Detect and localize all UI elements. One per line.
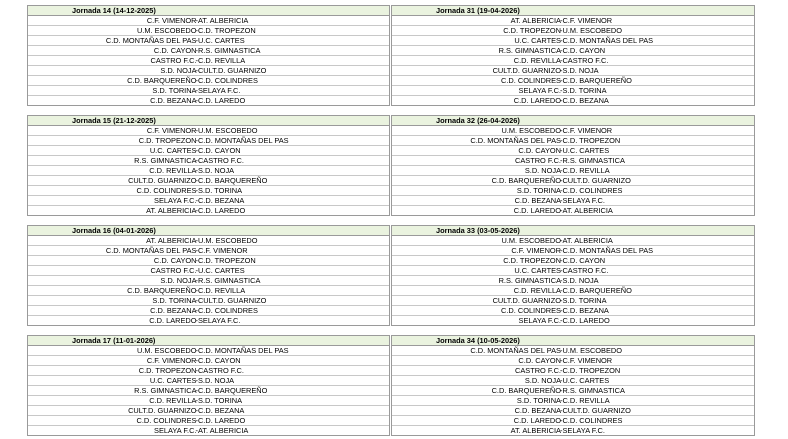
match-row	[392, 76, 754, 86]
away-team: -CASTRO F.C.	[560, 266, 609, 275]
away-team: -AT. ALBERICIA	[560, 236, 613, 245]
home-team: AT. ALBERICIA	[510, 426, 561, 435]
match-row	[28, 26, 389, 36]
match-row	[28, 386, 389, 396]
match-row	[28, 306, 389, 316]
match-row	[28, 136, 389, 146]
match-row	[392, 296, 754, 306]
home-team: C.D. CAYON	[518, 356, 561, 365]
home-team: R.S. GIMNASTICA	[498, 46, 561, 55]
away-team: -C.D. REVILLA	[560, 396, 610, 405]
home-team: C.D. MONTAÑAS DEL PAS	[470, 136, 561, 145]
match-row	[392, 396, 754, 406]
match-row	[392, 86, 754, 96]
match-row	[28, 316, 389, 326]
away-team: -C.F. VIMENOR	[560, 16, 613, 25]
match-row	[392, 426, 754, 436]
home-team: CASTRO F.C.	[150, 266, 197, 275]
home-team: C.D. REVILLA	[513, 56, 561, 65]
home-team: SELAYA F.C.	[518, 86, 561, 95]
away-team: -AT. ALBERICIA	[195, 16, 249, 25]
away-team: -U.C. CARTES	[560, 376, 610, 385]
away-team: -C.D. LAREDO	[195, 206, 246, 215]
home-team: R.S. GIMNASTICA	[134, 156, 197, 165]
match-row	[392, 376, 754, 386]
match-row	[392, 346, 754, 356]
home-team: C.D. BEZANA	[150, 306, 197, 315]
jornada-title: Jornada 17 (11-01-2026)	[28, 336, 389, 346]
away-team: -C.D. COLINDRES	[195, 306, 258, 315]
away-team: -S.D. TORINA	[560, 296, 607, 305]
away-team: -C.D. REVILLA	[195, 286, 246, 295]
home-team: C.D. TROPEZON	[503, 26, 561, 35]
match-row	[392, 256, 754, 266]
home-team: C.D. BEZANA	[514, 196, 561, 205]
away-team: -C.D. CAYON	[560, 256, 606, 265]
away-team: -C.F. VIMENOR	[560, 126, 613, 135]
away-team: -C.D. COLINDRES	[560, 416, 623, 425]
away-team: -C.D. MONTAÑAS DEL PAS	[195, 346, 289, 355]
match-row	[392, 306, 754, 316]
match-row	[392, 56, 754, 66]
match-row	[28, 356, 389, 366]
match-row	[28, 296, 389, 306]
away-team: -C.D. BARQUEREÑO	[560, 76, 632, 85]
home-team: S.D. NOJA	[524, 376, 561, 385]
away-team: -C.D. CAYON	[195, 146, 241, 155]
jornada-block	[27, 335, 390, 436]
match-row	[392, 276, 754, 286]
away-team: -SELAYA F.C.	[195, 86, 241, 95]
away-team: -U.C. CARTES	[195, 36, 245, 45]
match-row	[392, 246, 754, 256]
home-team: S.D. NOJA	[160, 66, 197, 75]
match-row	[392, 36, 754, 46]
away-team: -S.D. TORINA	[560, 86, 607, 95]
home-team: CASTRO F.C.	[515, 366, 561, 375]
match-row	[28, 46, 389, 56]
home-team: C.D. TROPEZON	[138, 136, 197, 145]
home-team: CASTRO F.C.	[515, 156, 561, 165]
match-row	[28, 266, 389, 276]
home-team: CULT.D. GUARNIZO	[492, 66, 561, 75]
home-team: U.C. CARTES	[149, 376, 197, 385]
home-team: C.D. CAYON	[153, 256, 197, 265]
away-team: -R.S. GIMNASTICA	[560, 386, 625, 395]
home-team: CASTRO F.C.	[150, 56, 197, 65]
away-team: -SELAYA F.C.	[560, 426, 605, 435]
match-row	[28, 256, 389, 266]
match-row	[392, 66, 754, 76]
match-row	[28, 66, 389, 76]
home-team: C.D. LAREDO	[513, 416, 561, 425]
home-team: AT. ALBERICIA	[146, 206, 197, 215]
away-team: -R.S. GIMNASTICA	[195, 46, 261, 55]
away-team: -C.D. TROPEZON	[195, 256, 256, 265]
home-team: S.D. TORINA	[152, 296, 197, 305]
match-row	[392, 366, 754, 376]
match-row	[28, 366, 389, 376]
away-team: -C.D. MONTAÑAS DEL PAS	[560, 36, 654, 45]
away-team: -U.C. CARTES	[195, 266, 245, 275]
home-team: C.D. MONTAÑAS DEL PAS	[105, 246, 197, 255]
away-team: -C.D. COLINDRES	[195, 76, 258, 85]
home-team: U.C. CARTES	[514, 36, 561, 45]
home-team: C.D. MONTAÑAS DEL PAS	[470, 346, 561, 355]
home-team: U.C. CARTES	[149, 146, 197, 155]
match-row	[28, 406, 389, 416]
jornada-block	[27, 5, 390, 106]
away-team: -SELAYA F.C.	[560, 196, 605, 205]
match-row	[28, 186, 389, 196]
match-row	[392, 266, 754, 276]
home-team: AT. ALBERICIA	[510, 16, 561, 25]
away-team: -SELAYA F.C.	[195, 316, 241, 325]
jornada-block	[27, 225, 390, 326]
away-team: -CULT.D. GUARNIZO	[560, 176, 631, 185]
away-team: -C.D. BARQUEREÑO	[560, 286, 632, 295]
home-team: U.M. ESCOBEDO	[136, 346, 197, 355]
home-team: U.M. ESCOBEDO	[501, 126, 561, 135]
home-team: C.D. BEZANA	[514, 406, 561, 415]
away-team: -U.M. ESCOBEDO	[195, 236, 258, 245]
away-team: -S.D. TORINA	[195, 396, 243, 405]
home-team: U.C. CARTES	[514, 266, 561, 275]
match-row	[28, 206, 389, 216]
jornada-title: Jornada 33 (03-05-2026)	[392, 226, 754, 236]
match-row	[28, 346, 389, 356]
match-row	[28, 236, 389, 246]
match-row	[392, 196, 754, 206]
match-row	[28, 416, 389, 426]
match-row	[392, 386, 754, 396]
away-team: -C.D. TROPEZON	[195, 26, 256, 35]
match-row	[392, 286, 754, 296]
jornada-title: Jornada 14 (14-12-2025)	[28, 6, 389, 16]
home-team: U.M. ESCOBEDO	[501, 236, 561, 245]
home-team: S.D. NOJA	[160, 276, 197, 285]
jornada-block	[391, 5, 755, 106]
match-row	[392, 16, 754, 26]
match-row	[28, 96, 389, 106]
match-row	[392, 126, 754, 136]
match-row	[392, 156, 754, 166]
away-team: -CASTRO F.C.	[195, 156, 244, 165]
home-team: SELAYA F.C.	[518, 316, 561, 325]
away-team: -S.D. NOJA	[560, 276, 599, 285]
home-team: C.F. VIMENOR	[511, 246, 561, 255]
away-team: -C.F. VIMENOR	[560, 356, 613, 365]
home-team: C.D. CAYON	[518, 146, 561, 155]
away-team: -U.M. ESCOBEDO	[560, 26, 623, 35]
match-row	[28, 36, 389, 46]
home-team: CULT.D. GUARNIZO	[492, 296, 561, 305]
match-row	[392, 146, 754, 156]
home-team: S.D. TORINA	[516, 186, 561, 195]
away-team: -C.D. LAREDO	[195, 96, 246, 105]
away-team: -CULT.D. GUARNIZO	[195, 66, 267, 75]
match-row	[28, 176, 389, 186]
away-team: -U.C. CARTES	[560, 146, 610, 155]
home-team: C.D. MONTAÑAS DEL PAS	[105, 36, 197, 45]
away-team: -U.M. ESCOBEDO	[195, 126, 258, 135]
home-team: C.D. BEZANA	[150, 96, 197, 105]
home-team: C.D. REVILLA	[513, 286, 561, 295]
away-team: -C.D. BEZANA	[195, 196, 245, 205]
home-team: S.D. TORINA	[516, 396, 561, 405]
home-team: SELAYA F.C.	[154, 426, 197, 435]
away-team: -CULT.D. GUARNIZO	[560, 406, 631, 415]
jornada-title: Jornada 32 (26-04-2026)	[392, 116, 754, 126]
away-team: -C.D. TROPEZON	[560, 136, 621, 145]
home-team: R.S. GIMNASTICA	[134, 386, 197, 395]
home-team: C.D. COLINDRES	[501, 76, 561, 85]
away-team: -C.D. LAREDO	[195, 416, 246, 425]
away-team: -C.D. BEZANA	[560, 306, 609, 315]
away-team: -AT. ALBERICIA	[560, 206, 613, 215]
away-team: -CASTRO F.C.	[560, 56, 609, 65]
home-team: C.D. LAREDO	[513, 96, 561, 105]
home-team: C.D. BARQUEREÑO	[491, 386, 561, 395]
away-team: -C.D. BEZANA	[195, 406, 245, 415]
match-row	[28, 166, 389, 176]
home-team: C.D. REVILLA	[149, 396, 197, 405]
home-team: C.F. VIMENOR	[146, 356, 197, 365]
away-team: -R.S. GIMNASTICA	[195, 276, 261, 285]
home-team: S.D. TORINA	[152, 86, 197, 95]
home-team: C.F. VIMENOR	[146, 16, 197, 25]
away-team: -C.D. REVILLA	[560, 166, 610, 175]
away-team: -C.D. BARQUEREÑO	[195, 176, 268, 185]
match-row	[28, 376, 389, 386]
jornada-block	[391, 115, 755, 216]
match-row	[392, 166, 754, 176]
away-team: -U.M. ESCOBEDO	[560, 346, 623, 355]
jornada-block	[391, 335, 755, 436]
home-team: C.D. BARQUEREÑO	[127, 286, 197, 295]
home-team: AT. ALBERICIA	[146, 236, 197, 245]
away-team: -C.D. MONTAÑAS DEL PAS	[195, 136, 289, 145]
match-row	[392, 406, 754, 416]
home-team: C.D. CAYON	[153, 46, 197, 55]
match-row	[392, 236, 754, 246]
match-row	[28, 156, 389, 166]
away-team: -C.D. BEZANA	[560, 96, 609, 105]
match-row	[392, 96, 754, 106]
jornada-block	[391, 225, 755, 326]
jornada-title: Jornada 31 (19-04-2026)	[392, 6, 754, 16]
home-team: C.D. BARQUEREÑO	[127, 76, 197, 85]
jornada-block	[27, 115, 390, 216]
away-team: -C.D. TROPEZON	[560, 366, 621, 375]
match-row	[28, 146, 389, 156]
home-team: C.D. TROPEZON	[138, 366, 197, 375]
match-row	[392, 136, 754, 146]
home-team: C.D. REVILLA	[149, 166, 197, 175]
away-team: -CASTRO F.C.	[195, 366, 244, 375]
home-team: S.D. NOJA	[524, 166, 561, 175]
away-team: -C.D. LAREDO	[560, 316, 610, 325]
away-team: -C.D. REVILLA	[195, 56, 246, 65]
home-team: C.D. TROPEZON	[503, 256, 561, 265]
match-row	[392, 356, 754, 366]
match-row	[28, 276, 389, 286]
jornada-title: Jornada 16 (04-01-2026)	[28, 226, 389, 236]
match-row	[28, 86, 389, 96]
away-team: -R.S. GIMNASTICA	[560, 156, 625, 165]
match-row	[28, 286, 389, 296]
match-row	[392, 176, 754, 186]
jornada-title: Jornada 15 (21-12-2025)	[28, 116, 389, 126]
home-team: CULT.D. GUARNIZO	[128, 406, 197, 415]
away-team: -CULT.D. GUARNIZO	[195, 296, 267, 305]
match-row	[392, 26, 754, 36]
away-team: -S.D. TORINA	[195, 186, 243, 195]
match-row	[28, 196, 389, 206]
match-row	[28, 16, 389, 26]
away-team: -C.D. BARQUEREÑO	[195, 386, 268, 395]
away-team: -S.D. NOJA	[560, 66, 599, 75]
home-team: SELAYA F.C.	[154, 196, 197, 205]
home-team: C.D. LAREDO	[149, 316, 197, 325]
match-row	[28, 76, 389, 86]
match-row	[392, 416, 754, 426]
match-row	[28, 246, 389, 256]
match-row	[392, 186, 754, 196]
match-row	[392, 46, 754, 56]
match-row	[392, 316, 754, 326]
home-team: C.D. COLINDRES	[501, 306, 561, 315]
home-team: C.D. BARQUEREÑO	[491, 176, 561, 185]
away-team: -AT. ALBERICIA	[195, 426, 249, 435]
home-team: C.D. LAREDO	[513, 206, 561, 215]
home-team: CULT.D. GUARNIZO	[128, 176, 197, 185]
home-team: C.F. VIMENOR	[146, 126, 197, 135]
away-team: -C.D. CAYON	[560, 46, 606, 55]
home-team: R.S. GIMNASTICA	[498, 276, 561, 285]
match-row	[28, 426, 389, 436]
home-team: C.D. COLINDRES	[136, 186, 197, 195]
match-row	[392, 206, 754, 216]
match-row	[28, 396, 389, 406]
away-team: -C.F. VIMENOR	[195, 246, 248, 255]
away-team: -S.D. NOJA	[195, 166, 235, 175]
away-team: -S.D. NOJA	[195, 376, 235, 385]
away-team: -C.D. COLINDRES	[560, 186, 623, 195]
home-team: C.D. COLINDRES	[136, 416, 197, 425]
away-team: -C.D. CAYON	[195, 356, 241, 365]
jornada-title: Jornada 34 (10-05-2026)	[392, 336, 754, 346]
home-team: U.M. ESCOBEDO	[136, 26, 197, 35]
match-row	[28, 56, 389, 66]
match-row	[28, 126, 389, 136]
away-team: -C.D. MONTAÑAS DEL PAS	[560, 246, 654, 255]
